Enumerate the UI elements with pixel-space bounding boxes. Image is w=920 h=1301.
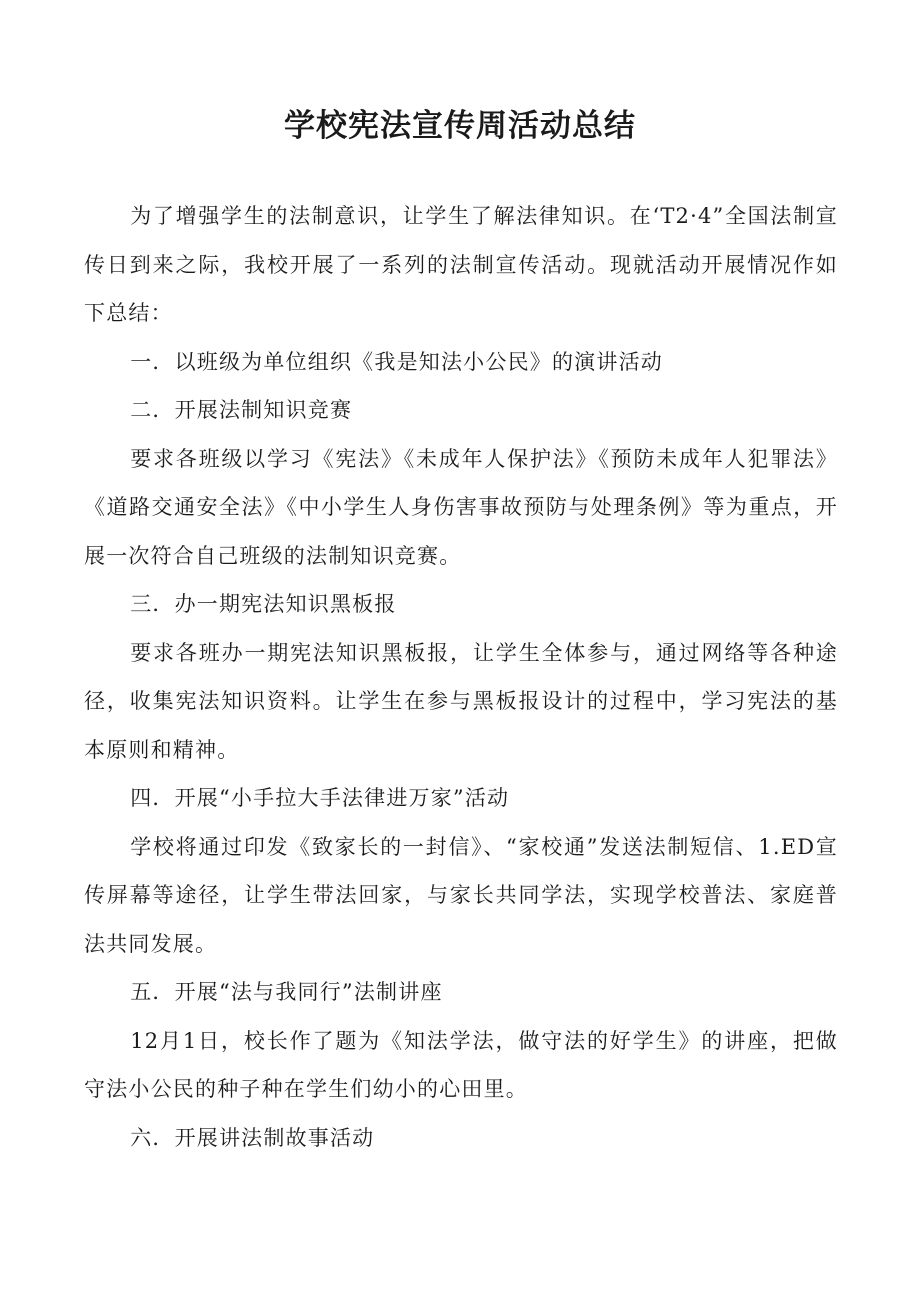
section-paragraph-5: 12月1日，校长作了题为《知法学法，做守法的好学生》的讲座，把做守法小公民的种子种在学生们幼小的心田里。	[84, 1028, 838, 1101]
document-title: 学校宪法宣传周活动总结	[284, 108, 636, 144]
section-heading-1: 一．以班级为单位组织《我是知法小公民》的演讲活动	[130, 349, 663, 374]
intro-paragraph: 为了增强学生的法制意识，让学生了解法律知识。在‘T2·4”全国法制宣传日到来之际，我校开展了一系列的法制宣传活动。现就活动开展情况作如下总结：	[84, 204, 838, 325]
section-heading-5: 五．开展“法与我同行”法制讲座	[130, 980, 443, 1004]
section-heading-3: 三．办一期宪法知识黑板报	[130, 592, 397, 616]
section-paragraph-4: 学校将通过印发《致家长的一封信》、“家校通”发送法制短信、1.ED宣传屏幕等途径，让学生带法回家，与家长共同学法，实现学校普法、家庭普法共同发展。	[84, 834, 838, 956]
section-heading-4: 四．开展“小手拉大手法律进万家”活动	[130, 786, 510, 810]
document-body	[84, 192, 838, 1162]
section-heading-2: 二．开展法制知识竞赛	[130, 398, 353, 422]
section-paragraph-2: 要求各班级以学习《宪法》《未成年人保护法》《预防未成年人犯罪法》《道路交通安全法》《中小学生人身伤害事故预防与处理条例》等为重点，开展一次符合自己班级的法制知识竞赛。	[84, 446, 838, 568]
section-paragraph-3: 要求各班办一期宪法知识黑板报，让学生全体参与，通过网络等各种途径，收集宪法知识资料。让学生在参与黑板报设计的过程中，学习宪法的基本原则和精神。	[84, 640, 838, 762]
section-heading-6: 六．开展讲法制故事活动	[130, 1125, 375, 1150]
